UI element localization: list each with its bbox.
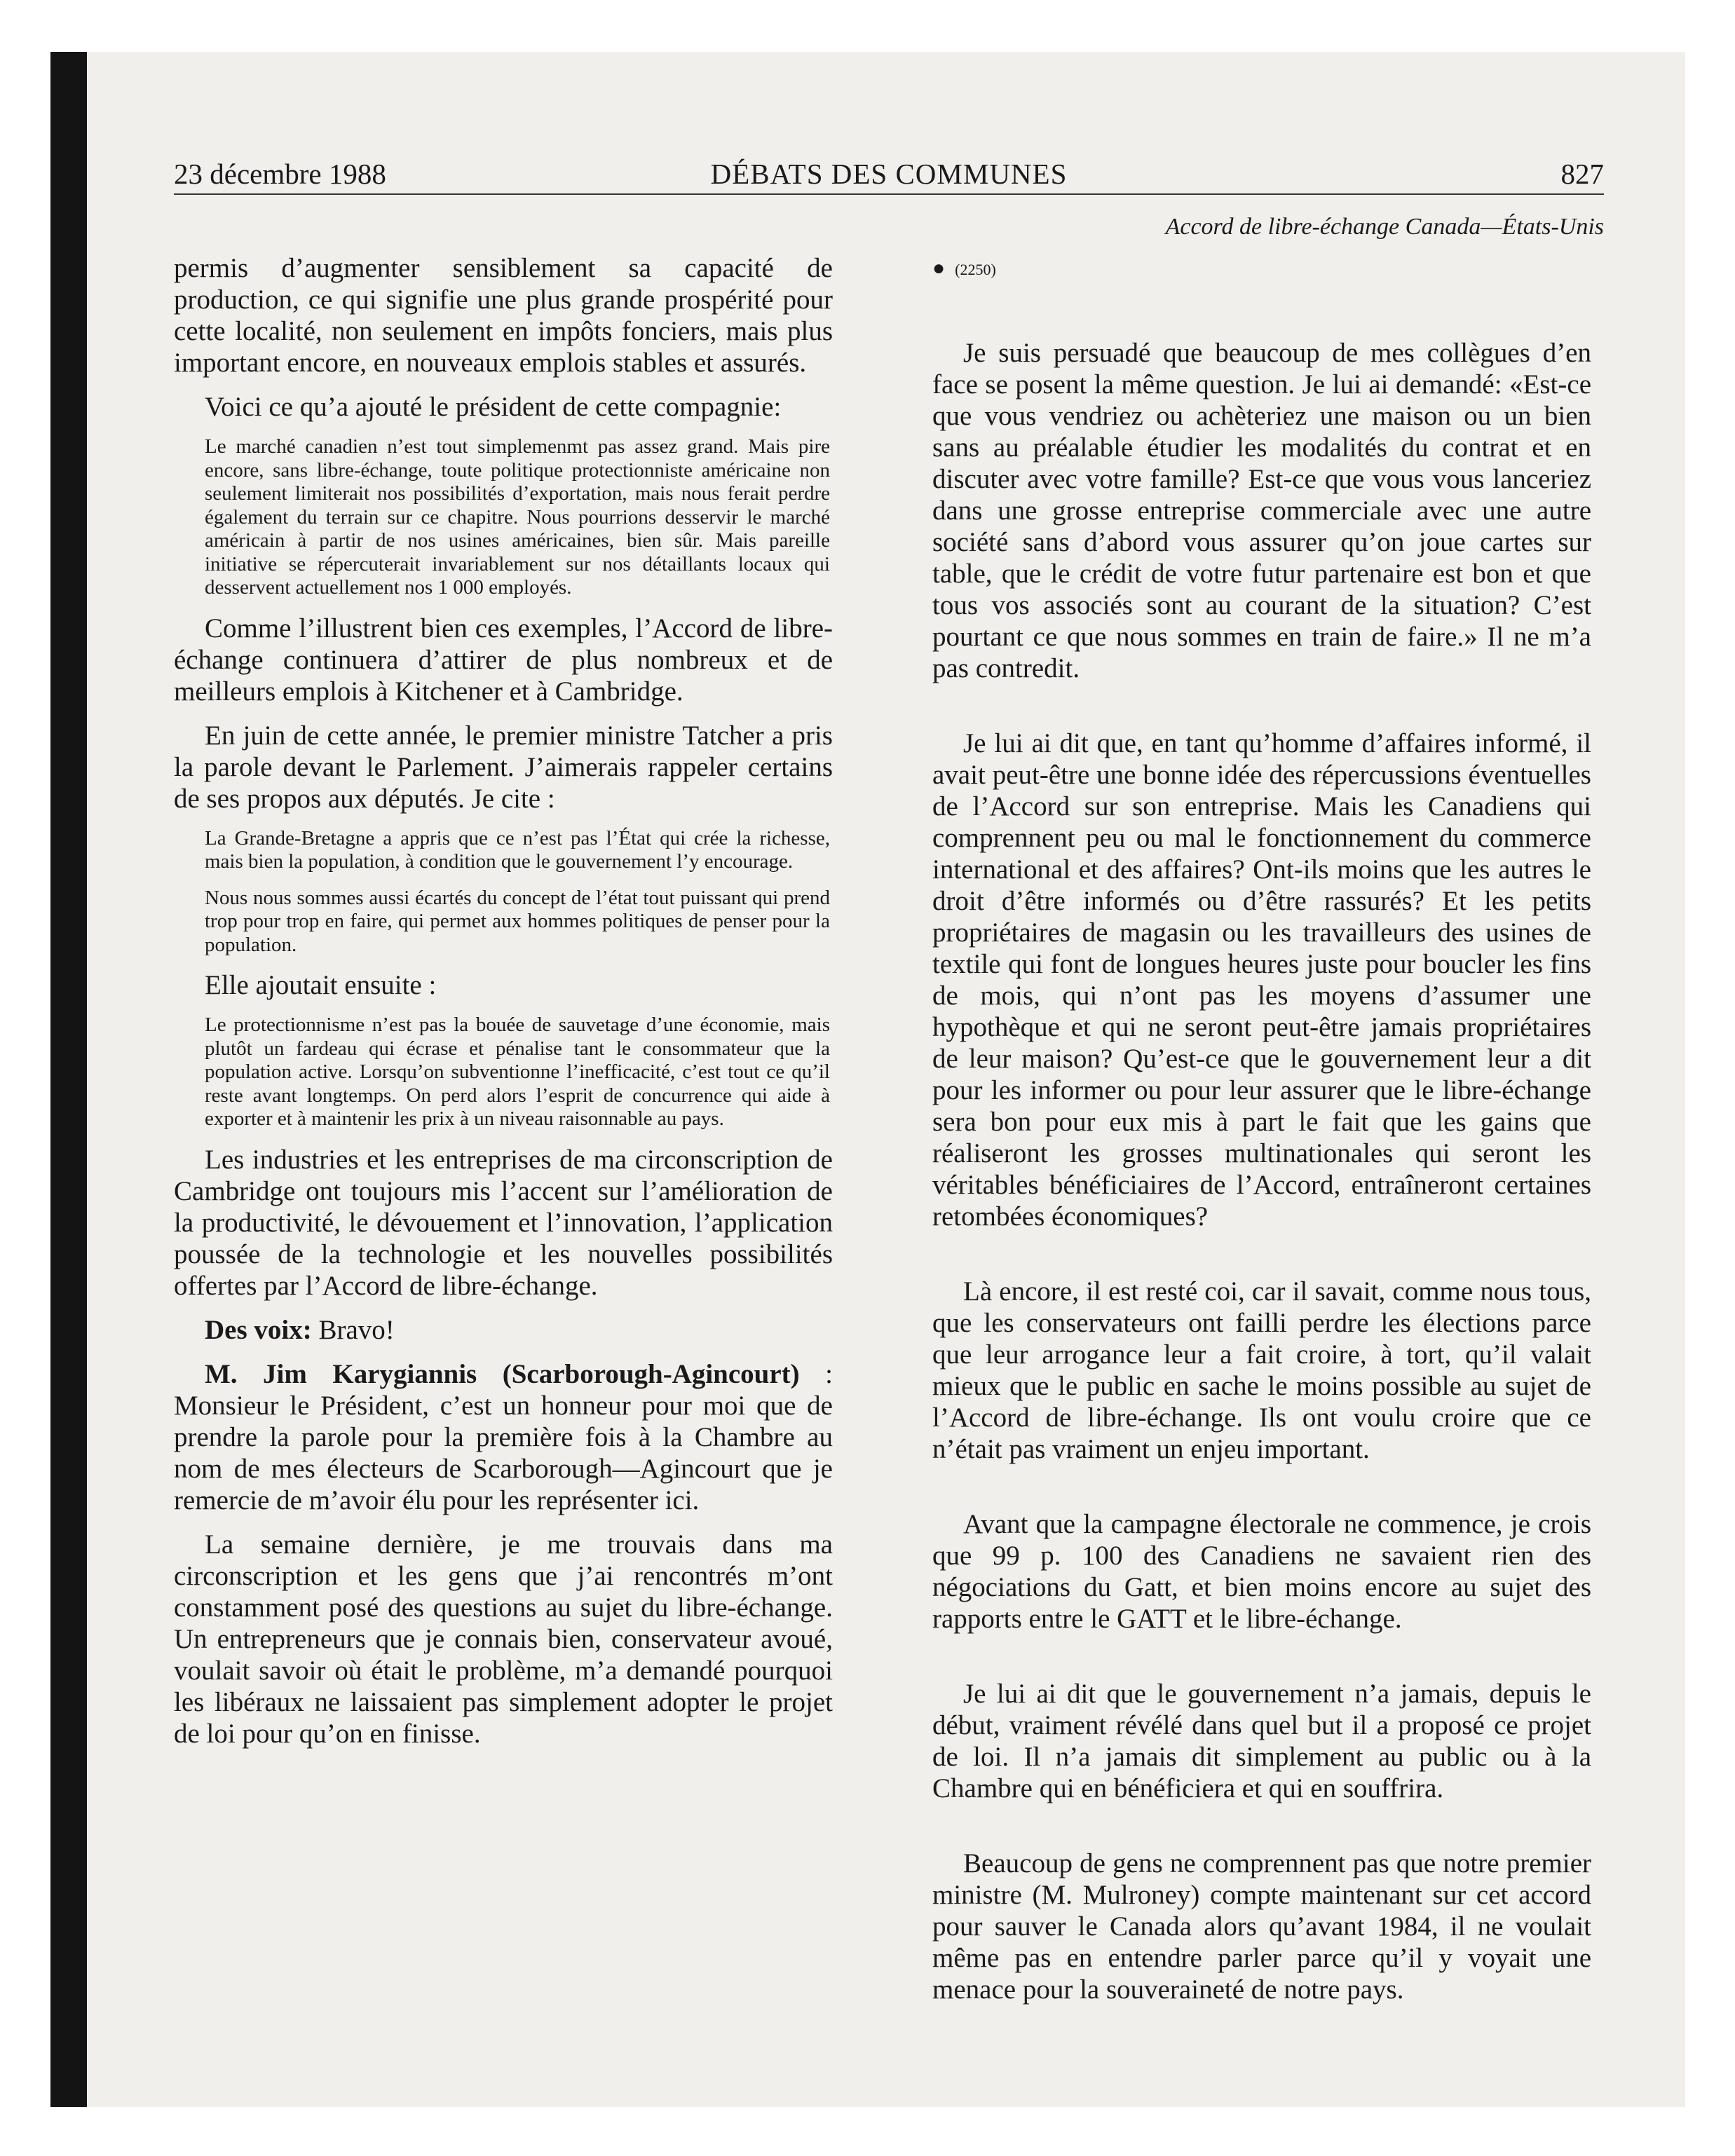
time-marker [932, 252, 1591, 285]
paragraph: Elle ajoutait ensuite : [205, 970, 437, 1000]
speech [174, 1358, 833, 1516]
quotation: La Grande-Bretagne a appris que ce n’est pas l’État qui crée la richesse, mais bien la population, à condition que le gouvernement l’y encourage. [205, 826, 830, 873]
quotation: Nous nous sommes aussi écartés du concept de l’état tout puissant qui prend trop pour trop en faire, qui permet aux hommes politiques de penser pour la population. [205, 886, 830, 956]
paragraph: Je lui ai dit que le gouvernement n’a jamais, depuis le début, vraiment révélé dans quel but il a proposé ce projet de loi. Il n’a jamais dit simplement au public ou à la Chambre qui en bénéficiera et qui en souffrira. [932, 1679, 1591, 1803]
running-title: Accord de libre-échange Canada—États-Unis [1165, 214, 1604, 240]
paragraph: Voici ce qu’a ajouté le président de cette compagnie: [205, 392, 782, 422]
speech-text: : Monsieur le Président, c’est un honneur pour moi que de prendre la parole pour la première fois à la Chambre au nom de mes électeurs de Scarborough—Agincourt que je remercie de m’avoir élu pour les représenter ici. [174, 1358, 833, 1515]
interjection [174, 1314, 833, 1346]
speaker-name: M. Jim Karygiannis (Scarborough-Agincourt) [205, 1358, 800, 1389]
interjection-text: Bravo! [311, 1314, 395, 1345]
header-title: DÉBATS DES COMMUNES [710, 158, 1068, 190]
page-header [174, 158, 1604, 195]
right-column [932, 252, 1591, 2049]
paragraph: La semaine dernière, je me trouvais dans ma circonscription et les gens que j’ai rencontrés m’ont constamment posé des questions au sujet du libre-échange. Un entrepreneurs que je connais bien, conservateur avoué, voulait savoir où était le problème, m’a demandé pourquoi les libéraux ne laissaient pas simplement adopter le projet de loi pour qu’on en finisse. [174, 1529, 833, 1749]
paragraph: permis d’augmenter sensiblement sa capacité de production, ce qui signifie une plus grande prospérité pour cette localité, non seulement en impôts fonciers, mais plus important encore, en nouveaux emplois stables et assurés. [174, 253, 833, 378]
quotation: Le protectionnisme n’est pas la bouée de sauvetage d’une économie, mais plutôt un fardeau qui écrase et pénalise tant le consommateur que la population active. Lorsqu’on subventionne l’inefficacité, c’est tout ce qu’il reste avant longtemps. On perd alors l’esprit de concurrence qui aide à exporter et à maintenir les prix à un niveau raisonnable au pays. [205, 1014, 830, 1130]
quotation: Le marché canadien n’est tout simplemenmt pas assez grand. Mais pire encore, sans libre-échange, toute politique protectionniste américaine non seulement limiterait nos possibilités d’exportation, mais nous ferait perdre également du terrain sur ce chapitre. Nous pourrions desservir le marché américain à partir de nos usines américaines, bien sûr. Mais pareille initiative se répercuterait invariablement sur nos détaillants locaux qui desservent actuellement nos 1 000 employés. [205, 435, 830, 599]
paragraph: Comme l’illustrent bien ces exemples, l’Accord de libre-échange continuera d’attirer de plus nombreux et de meilleurs emplois à Kitchener et à Cambridge. [174, 613, 833, 707]
page-number: 827 [1560, 158, 1604, 190]
header-date: 23 décembre 1988 [174, 158, 386, 190]
paragraph: Là encore, il est resté coi, car il savait, comme nous tous, que les conservateurs ont failli perdre les élections parce que leur arrogance leur a fait croire, à tort, qu’il valait mieux que le public en sache le moins possible au sujet de l’Accord de libre-échange. Ils ont voulu croire que ce n’était pas vraiment un enjeu important. [932, 1276, 1591, 1464]
paragraph: Beaucoup de gens ne comprennent pas que notre premier ministre (M. Mulroney) compte maintenant sur cet accord pour sauver le Canada alors qu’avant 1984, il ne voulait même pas en entendre parler parce qu’il y voyait une menace pour la souveraineté de notre pays. [932, 1848, 1591, 2005]
bullet-icon: ● [932, 257, 946, 280]
left-column [174, 252, 833, 1762]
paragraph: Les industries et les entreprises de ma circonscription de Cambridge ont toujours mis l’accent sur l’amélioration de la productivité, le dévouement et l’innovation, l’application poussée de la technologie et les nouvelles possibilités offertes par l’Accord de libre-échange. [174, 1144, 833, 1301]
speaker-name: Des voix: [205, 1314, 312, 1345]
paragraph: Je lui ai dit que, en tant qu’homme d’affaires informé, il avait peut-être une bonne idée des répercussions éventuelles de l’Accord sur son entreprise. Mais les Canadiens qui comprennent peu ou mal le fonctionnement du commerce international et des affaires? Ont-ils moins que les autres le droit d’être informés ou d’être rassurés? Et les petits propriétaires de magasin ou les travailleurs des usines de textile qui font de longues heures juste pour boucler les fins de mois, qui n’ont pas les moyens d’assumer une hypothèque et qui ne seront peut-être jamais propriétaires de leur maison? Qu’est-ce que le gouvernement leur a dit pour les informer ou pour leur assurer que le libre-échange sera bon pour eux mis à part le fait que les gains que réaliseront les grosses multinationales qui seront les véritables bénéficiaires de l’Accord, entraîneront certaines retombées économiques? [932, 728, 1591, 1231]
paragraph: En juin de cette année, le premier ministre Tatcher a pris la parole devant le Parlement. J’aimerais rappeler certains de ses propos aux députés. Je cite : [174, 720, 833, 814]
binding-edge [50, 52, 87, 2107]
paragraph: Je suis persuadé que beaucoup de mes collègues d’en face se posent la même question. Je lui ai demandé: «Est-ce que vous vendriez ou achèteriez une maison ou un bien sans au préalable étudier les modalités du contrat et en discuter avec votre famille? Est-ce que vous vous lanceriez dans une grosse entreprise commerciale avec une autre société sans d’abord vous assurer qu’on joue cartes sur table, que le crédit de votre futur partenaire est bon et que tous vos associés sont au courant de la situation? C’est pourtant ce que nous sommes en train de faire.» Il ne m’a pas contredit. [932, 338, 1591, 683]
time-marker-text: (2250) [955, 261, 996, 278]
paragraph: Avant que la campagne électorale ne commence, je crois que 99 p. 100 des Canadiens ne savaient rien des négociations du Gatt, et bien moins encore au sujet des rapports entre le GATT et le libre-échange. [932, 1509, 1591, 1634]
